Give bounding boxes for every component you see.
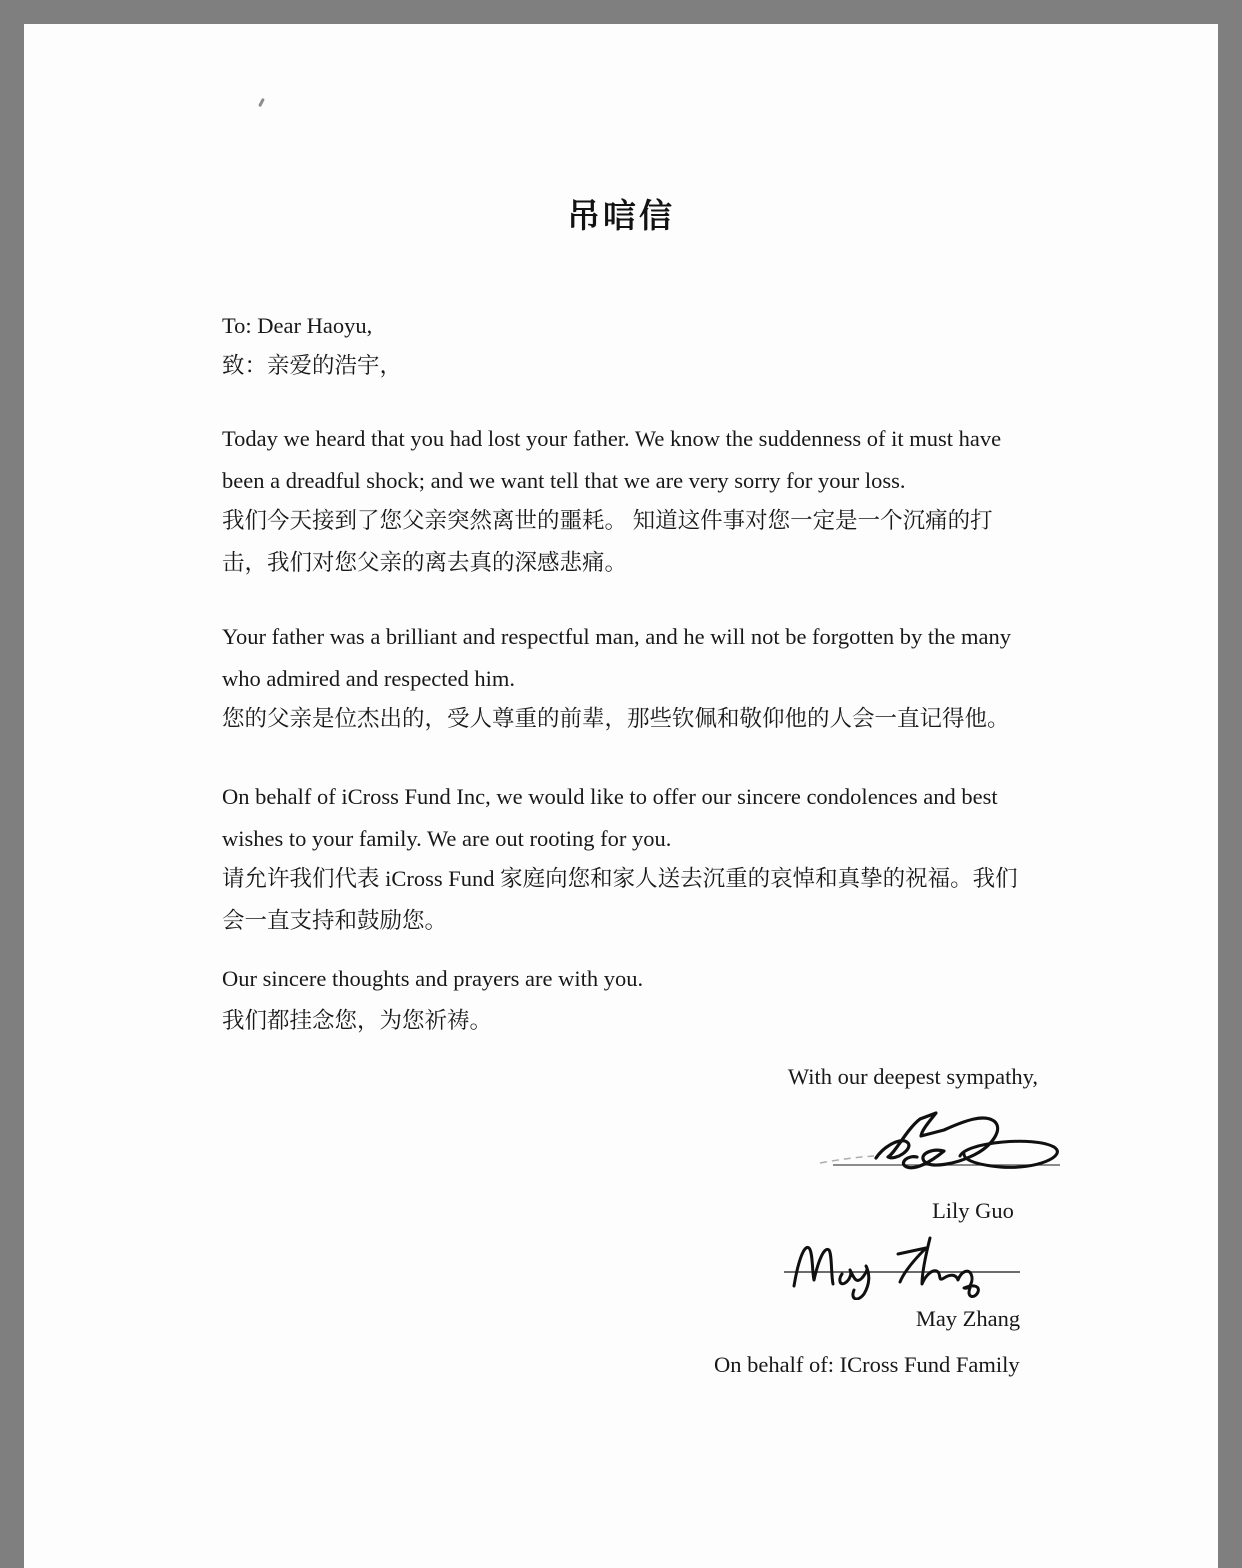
paragraph-1-en: Today we heard that you had lost your father. We know the suddenness of it must have been a dreadful shock; and we want tell that we are very sorry for your loss. <box>222 426 1007 493</box>
paragraph-2-en: Your father was a brilliant and respectful man, and he will not be forgotten by the many who admired and respected him. <box>222 624 1017 691</box>
signer-name-may-zhang: May Zhang <box>915 1306 1021 1331</box>
on-behalf-line: On behalf of: ICross Fund Family <box>714 1352 1020 1377</box>
paragraph-4-en: Our sincere thoughts and prayers are with you. <box>222 966 644 991</box>
paragraph-3-zh: 请允许我们代表 iCross Fund 家庭向您和家人送去沉重的哀悼和真挚的祝福。我们会一直支持和鼓励您。 <box>222 866 1018 933</box>
lily-guo-signature-icon <box>814 1106 1074 1194</box>
closing-line: With our deepest sympathy, <box>787 1064 1038 1089</box>
paragraph-2-zh: 您的父亲是位杰出的，受人尊重的前辈，那些钦佩和敬仰他的人会一直记得他。 <box>222 706 1010 731</box>
salutation-zh: 致：亲爱的浩宇， <box>222 353 403 378</box>
may-zhang-signature-icon <box>780 1228 1040 1300</box>
scan-artifact <box>258 98 265 107</box>
paragraph-4-zh: 我们都挂念您，为您祈祷。 <box>222 1008 493 1033</box>
paragraph-1-zh: 我们今天接到了您父亲突然离世的噩耗。 知道这件事对您一定是一个沉痛的打击，我们对您父亲的离去真的深感悲痛。 <box>222 508 993 575</box>
letter-page <box>24 24 1218 1568</box>
salutation-en: To: Dear Haoyu, <box>222 313 373 338</box>
signer-name-lily-guo: Lily Guo <box>932 1198 1014 1223</box>
letter-title: 吊唁信 <box>567 199 675 235</box>
paragraph-3-en: On behalf of iCross Fund Inc, we would like to offer our sincere condolences and best wishes to your family. We are out rooting for you. <box>222 784 1004 851</box>
